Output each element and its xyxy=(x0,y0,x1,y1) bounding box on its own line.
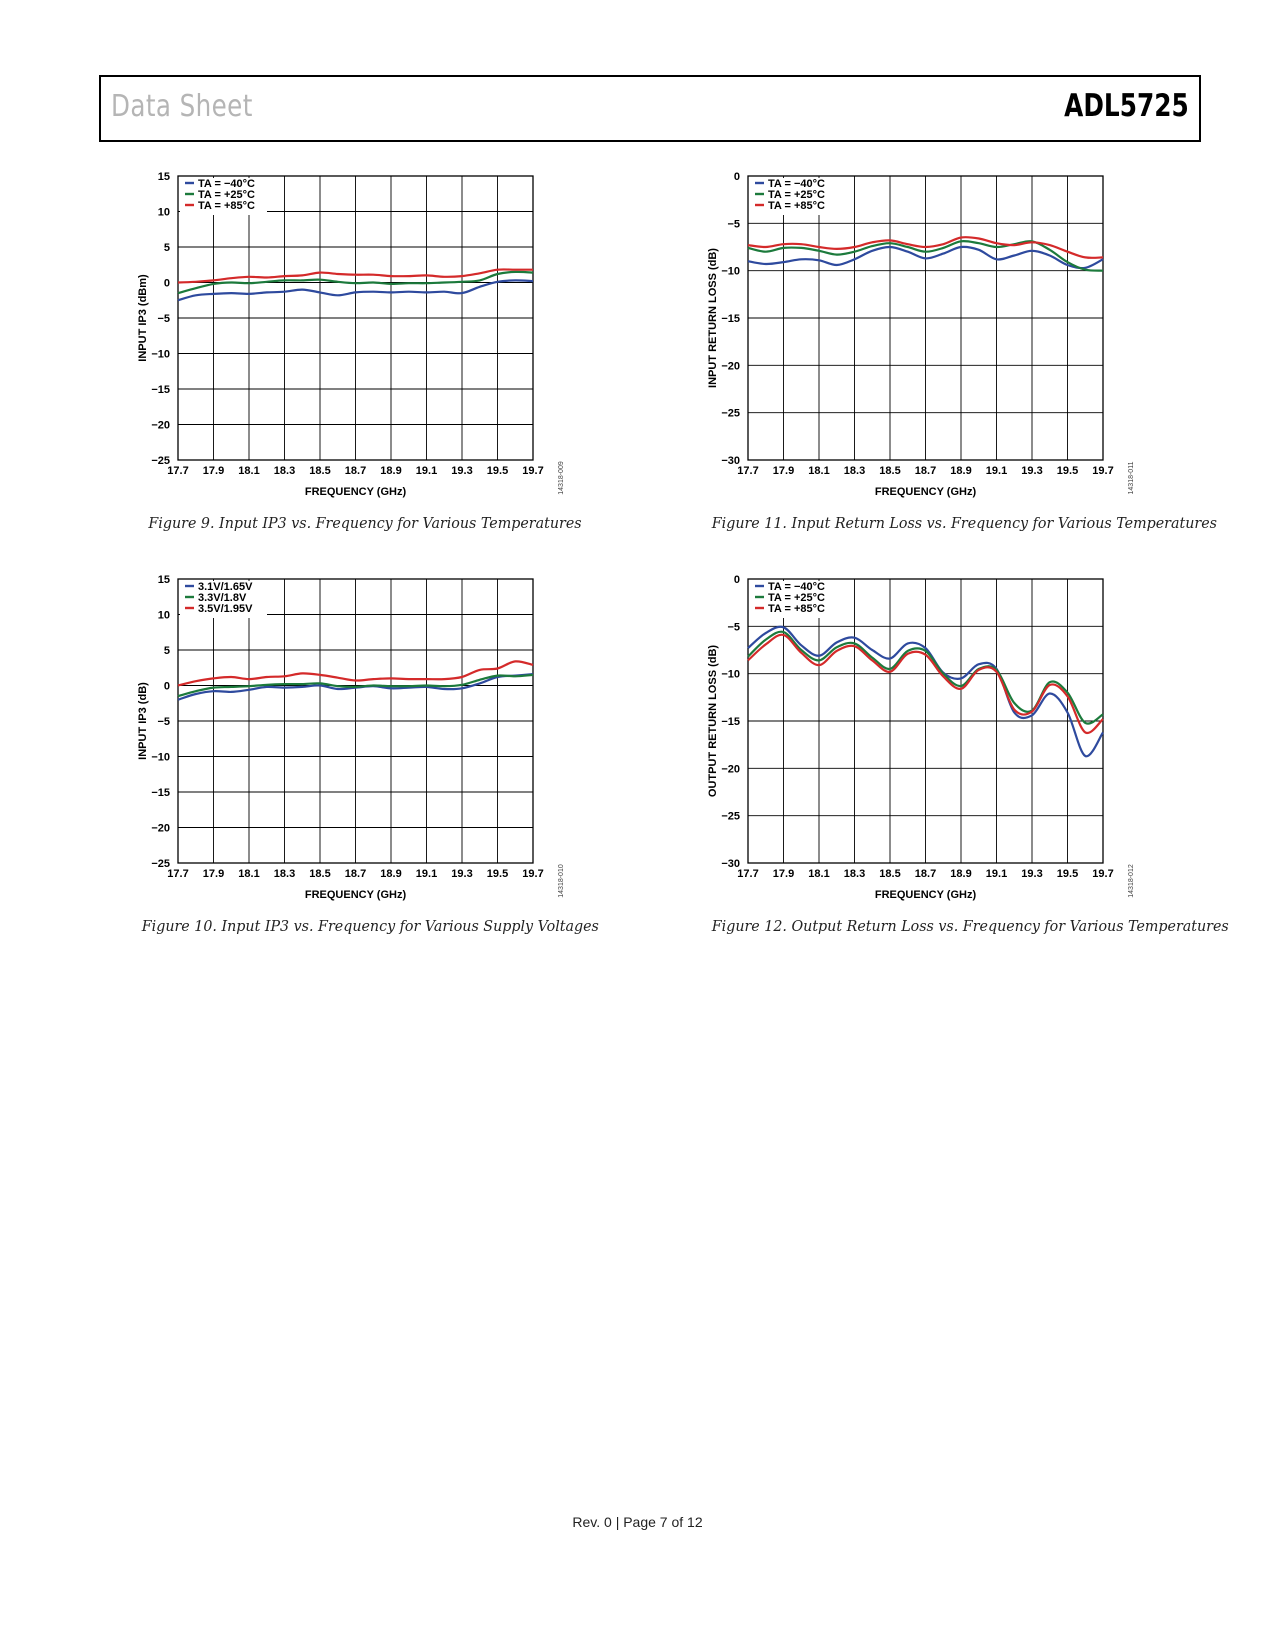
y-tick-label: −10 xyxy=(721,668,740,681)
x-tick-label: 19.7 xyxy=(522,868,544,880)
y-tick-label: −10 xyxy=(151,751,170,764)
document-type: Data Sheet xyxy=(111,89,253,124)
x-tick-label: 17.9 xyxy=(202,465,225,477)
x-tick-label: 18.5 xyxy=(879,465,901,477)
x-tick-label: 19.1 xyxy=(415,868,438,880)
x-tick-label: 18.7 xyxy=(344,868,367,880)
legend xyxy=(750,178,837,215)
x-tick-label: 18.5 xyxy=(879,868,901,880)
y-tick-label: −15 xyxy=(721,313,740,325)
y-tick-label: 0 xyxy=(733,574,740,586)
figure-12-caption: Figure 12. Output Return Loss vs. Frequency for Various Temperatures xyxy=(711,917,1229,935)
figure-9-caption: Figure 9. Input IP3 vs. Frequency for Various Temperatures xyxy=(148,514,582,532)
x-tick-label: 19.3 xyxy=(451,868,473,880)
legend-entry: 3.1V/1.65V xyxy=(198,581,253,593)
x-tick-label: 18.7 xyxy=(914,465,937,477)
y-tick-label: −15 xyxy=(151,384,170,396)
y-tick-label: −20 xyxy=(721,763,740,776)
legend-entry: TA = +85°C xyxy=(198,200,255,212)
x-tick-label: 19.5 xyxy=(486,868,509,880)
y-tick-label: 15 xyxy=(157,171,170,183)
x-tick-label: 19.7 xyxy=(1092,465,1114,477)
legend xyxy=(180,178,267,215)
x-tick-label: 18.3 xyxy=(273,868,296,880)
part-number: ADL5725 xyxy=(1064,88,1189,124)
x-tick-label: 19.5 xyxy=(1056,465,1079,477)
y-axis-label: INPUT IP3 (dBm) xyxy=(137,274,149,362)
legend xyxy=(750,581,837,618)
y-tick-label: −25 xyxy=(151,858,170,870)
figure-code: 14318-010 xyxy=(558,864,565,898)
x-tick-label: 19.3 xyxy=(451,465,473,477)
x-tick-label: 18.1 xyxy=(238,868,260,880)
legend-entry: TA = +25°C xyxy=(768,592,825,604)
y-tick-label: −15 xyxy=(721,716,740,728)
legend xyxy=(180,581,267,618)
x-tick-label: 17.7 xyxy=(737,868,759,880)
legend-entry: TA = +85°C xyxy=(768,200,825,212)
figure-code: 14318-011 xyxy=(1128,461,1135,495)
figure-12 xyxy=(700,563,1170,901)
figure-12-chart xyxy=(700,563,1170,901)
legend-entry: TA = +25°C xyxy=(198,189,255,201)
y-tick-label: −15 xyxy=(151,787,170,799)
legend-entry: TA = −40°C xyxy=(768,178,825,190)
x-tick-label: 17.9 xyxy=(772,868,795,880)
x-tick-label: 17.9 xyxy=(772,465,795,477)
legend-entry: TA = −40°C xyxy=(198,178,255,190)
y-tick-label: −30 xyxy=(721,858,740,870)
y-tick-label: −5 xyxy=(157,313,170,325)
x-tick-label: 18.1 xyxy=(238,465,260,477)
figure-10-chart xyxy=(130,563,600,901)
y-tick-label: 0 xyxy=(163,277,170,290)
y-tick-label: −5 xyxy=(727,218,740,231)
x-tick-label: 18.3 xyxy=(843,868,866,880)
y-tick-label: −25 xyxy=(721,810,740,823)
x-tick-label: 18.3 xyxy=(273,465,296,477)
y-axis-label: INPUT RETURN LOSS (dB) xyxy=(707,248,719,388)
x-tick-label: 19.1 xyxy=(415,465,438,477)
figure-code: 14318-012 xyxy=(1128,864,1135,898)
y-axis-label: INPUT IP3 (dB) xyxy=(137,682,149,760)
figure-11-caption: Figure 11. Input Return Loss vs. Frequency for Various Temperatures xyxy=(711,514,1217,532)
x-tick-label: 19.3 xyxy=(1021,465,1043,477)
x-axis-label: FREQUENCY (GHz) xyxy=(304,889,407,901)
y-tick-label: 10 xyxy=(157,206,170,219)
y-tick-label: −20 xyxy=(721,360,740,373)
x-tick-label: 19.5 xyxy=(1056,868,1079,880)
y-tick-label: −25 xyxy=(151,455,170,467)
x-tick-label: 19.1 xyxy=(985,868,1008,880)
x-tick-label: 19.3 xyxy=(1021,868,1043,880)
x-tick-label: 19.7 xyxy=(1092,868,1114,880)
x-axis-label: FREQUENCY (GHz) xyxy=(304,486,407,498)
x-tick-label: 18.9 xyxy=(950,868,972,880)
y-tick-label: 15 xyxy=(157,574,170,586)
legend-entry: TA = +25°C xyxy=(768,189,825,201)
y-tick-label: −25 xyxy=(721,407,740,420)
y-tick-label: 5 xyxy=(163,645,170,657)
x-tick-label: 17.7 xyxy=(167,465,189,477)
x-axis-label: FREQUENCY (GHz) xyxy=(874,486,977,498)
y-tick-label: 10 xyxy=(157,609,170,622)
legend-entry: TA = −40°C xyxy=(768,581,825,593)
x-tick-label: 17.7 xyxy=(737,465,759,477)
y-tick-label: −20 xyxy=(151,822,170,835)
page-header xyxy=(99,75,1201,142)
x-tick-label: 18.5 xyxy=(309,465,331,477)
y-tick-label: −30 xyxy=(721,455,740,467)
legend-entry: 3.3V/1.8V xyxy=(198,592,247,604)
x-tick-label: 19.5 xyxy=(486,465,509,477)
x-tick-label: 17.9 xyxy=(202,868,225,880)
y-tick-label: 0 xyxy=(163,680,170,693)
x-tick-label: 18.7 xyxy=(914,868,937,880)
legend-entry: TA = +85°C xyxy=(768,603,825,615)
y-tick-label: 5 xyxy=(163,242,170,254)
x-tick-label: 18.1 xyxy=(808,465,830,477)
legend-entry: 3.5V/1.95V xyxy=(198,603,253,615)
x-tick-label: 18.9 xyxy=(950,465,972,477)
figure-11-chart xyxy=(700,160,1170,498)
x-tick-label: 18.9 xyxy=(380,868,402,880)
y-tick-label: 0 xyxy=(733,171,740,183)
figure-9 xyxy=(130,160,600,498)
x-tick-label: 17.7 xyxy=(167,868,189,880)
page-footer: Rev. 0 | Page 7 of 12 xyxy=(572,1514,703,1530)
figure-11 xyxy=(700,160,1170,498)
x-tick-label: 18.3 xyxy=(843,465,866,477)
figure-10-caption: Figure 10. Input IP3 vs. Frequency for Various Supply Voltages xyxy=(141,917,599,935)
y-tick-label: −5 xyxy=(727,621,740,634)
x-tick-label: 18.7 xyxy=(344,465,367,477)
y-tick-label: −10 xyxy=(721,265,740,278)
y-tick-label: −20 xyxy=(151,419,170,432)
x-tick-label: 19.7 xyxy=(522,465,544,477)
figure-code: 14318-009 xyxy=(558,461,565,495)
x-tick-label: 18.5 xyxy=(309,868,331,880)
y-tick-label: −5 xyxy=(157,716,170,728)
figure-9-chart xyxy=(130,160,600,498)
x-axis-label: FREQUENCY (GHz) xyxy=(874,889,977,901)
y-tick-label: −10 xyxy=(151,348,170,361)
x-tick-label: 19.1 xyxy=(985,465,1008,477)
x-tick-label: 18.9 xyxy=(380,465,402,477)
y-axis-label: OUTPUT RETURN LOSS (dB) xyxy=(707,644,719,798)
figure-10 xyxy=(130,563,600,901)
x-tick-label: 18.1 xyxy=(808,868,830,880)
